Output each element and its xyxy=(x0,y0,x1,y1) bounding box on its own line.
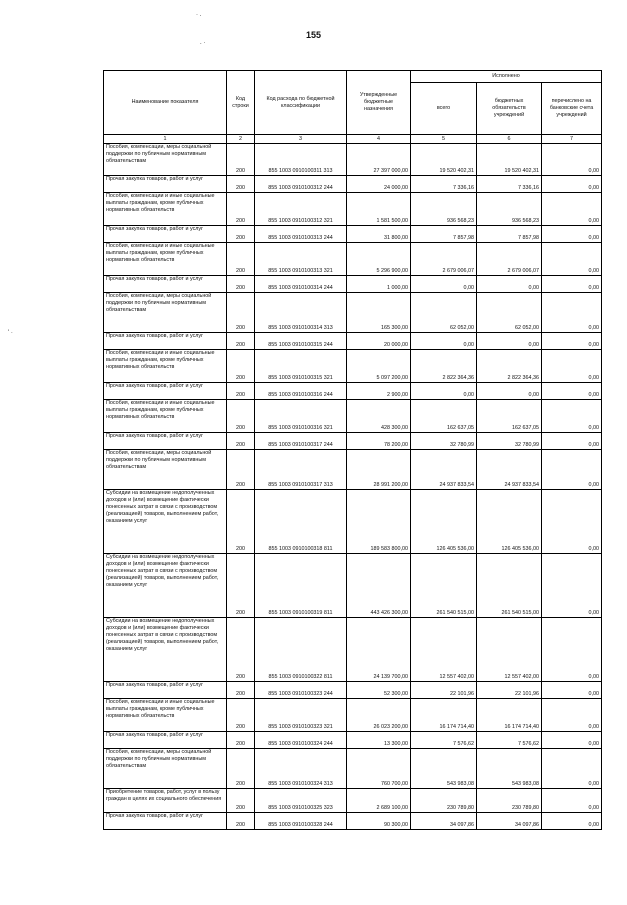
row-name: Прочая закупка товаров, работ и услуг xyxy=(104,226,227,243)
row-executed-total: 19 520 402,31 xyxy=(411,144,477,176)
row-name: Прочая закупка товаров, работ и услуг xyxy=(104,333,227,350)
row-executed-total: 0,00 xyxy=(411,276,477,293)
row-executed-budget: 936 568,23 xyxy=(477,193,542,226)
row-executed-total: 126 405 536,00 xyxy=(411,490,477,554)
table-row xyxy=(104,749,602,789)
row-executed-budget: 2 822 364,36 xyxy=(477,350,542,383)
row-budget-code: 855 1003 0910100311 313 xyxy=(255,144,347,176)
row-executed-budget: 16 174 714,40 xyxy=(477,699,542,732)
row-name: Субсидии на возмещение недополученных доходов и (или) возмещение фактически понесенных затрат в связи с производством (реализацией) товаров, выполнением работ, оказанием услуг xyxy=(104,618,227,682)
row-executed-total: 230 789,80 xyxy=(411,789,477,813)
table-row xyxy=(104,383,602,400)
row-budget-code: 855 1003 0910100324 244 xyxy=(255,732,347,749)
row-approved: 27 397 000,00 xyxy=(347,144,411,176)
row-approved: 443 426 300,00 xyxy=(347,554,411,618)
row-line-code: 200 xyxy=(227,749,255,789)
row-executed-bank: 0,00 xyxy=(542,450,602,490)
row-executed-budget: 162 637,05 xyxy=(477,400,542,433)
row-executed-budget: 62 052,00 xyxy=(477,293,542,333)
column-number: 1 xyxy=(104,135,227,144)
row-executed-bank: 0,00 xyxy=(542,490,602,554)
row-budget-code: 855 1003 0910100322 811 xyxy=(255,618,347,682)
row-line-code: 200 xyxy=(227,732,255,749)
row-executed-bank: 0,00 xyxy=(542,144,602,176)
scan-speck: ' · xyxy=(8,330,13,336)
row-name: Прочая закупка товаров, работ и услуг xyxy=(104,433,227,450)
row-executed-bank: 0,00 xyxy=(542,400,602,433)
column-number: 6 xyxy=(477,135,542,144)
scan-speck: · . xyxy=(196,12,202,18)
row-executed-total: 936 568,23 xyxy=(411,193,477,226)
row-executed-total: 12 557 402,00 xyxy=(411,618,477,682)
row-name: Пособия, компенсации и иные социальные выплаты гражданам, кроме публичных нормативных обязательств xyxy=(104,400,227,433)
row-approved: 90 300,00 xyxy=(347,813,411,830)
table-row xyxy=(104,226,602,243)
row-name: Пособия, компенсации и иные социальные выплаты гражданам, кроме публичных нормативных обязательств xyxy=(104,243,227,276)
column-number: 7 xyxy=(542,135,602,144)
row-executed-total: 2 679 006,07 xyxy=(411,243,477,276)
row-name: Прочая закупка товаров, работ и услуг xyxy=(104,276,227,293)
row-name: Пособия, компенсации и иные социальные выплаты гражданам, кроме публичных нормативных обязательств xyxy=(104,350,227,383)
row-approved: 1 581 500,00 xyxy=(347,193,411,226)
row-name: Прочая закупка товаров, работ и услуг xyxy=(104,383,227,400)
row-executed-bank: 0,00 xyxy=(542,749,602,789)
row-name: Пособия, компенсации, меры социальной поддержки по публичным нормативным обязательствам xyxy=(104,144,227,176)
row-name: Субсидии на возмещение недополученных доходов и (или) возмещение фактически понесенных затрат в связи с производством (реализацией) товаров, выполнением работ, оказанием услуг xyxy=(104,554,227,618)
row-executed-bank: 0,00 xyxy=(542,383,602,400)
row-executed-bank: 0,00 xyxy=(542,276,602,293)
row-executed-bank: 0,00 xyxy=(542,682,602,699)
row-name: Прочая закупка товаров, работ и услуг xyxy=(104,682,227,699)
table-row xyxy=(104,699,602,732)
row-executed-bank: 0,00 xyxy=(542,333,602,350)
column-number: 2 xyxy=(227,135,255,144)
row-budget-code: 855 1003 0910100324 313 xyxy=(255,749,347,789)
row-executed-total: 32 780,99 xyxy=(411,433,477,450)
row-budget-code: 855 1003 0910100317 313 xyxy=(255,450,347,490)
row-budget-code: 855 1003 0910100312 244 xyxy=(255,176,347,193)
table-row xyxy=(104,433,602,450)
row-executed-budget: 24 937 833,54 xyxy=(477,450,542,490)
row-executed-total: 261 540 515,00 xyxy=(411,554,477,618)
header-row-top xyxy=(104,71,602,83)
table-row xyxy=(104,293,602,333)
table-row xyxy=(104,732,602,749)
row-budget-code: 855 1003 0910100319 811 xyxy=(255,554,347,618)
header-name: Наименование показателя xyxy=(104,71,227,135)
row-executed-budget: 12 557 402,00 xyxy=(477,618,542,682)
row-name: Прочая закупка товаров, работ и услуг xyxy=(104,176,227,193)
table-row xyxy=(104,350,602,383)
row-approved: 760 700,00 xyxy=(347,749,411,789)
header-executed: Исполнено xyxy=(411,71,602,83)
column-number: 5 xyxy=(411,135,477,144)
row-approved: 24 139 700,00 xyxy=(347,618,411,682)
table-row xyxy=(104,176,602,193)
row-executed-total: 0,00 xyxy=(411,383,477,400)
row-name: Пособия, компенсации, меры социальной поддержки по публичным нормативным обязательствам xyxy=(104,450,227,490)
header-budget-institutions: бюджетных обязательств учреждений xyxy=(477,83,542,135)
row-executed-bank: 0,00 xyxy=(542,350,602,383)
row-approved: 5 097 200,00 xyxy=(347,350,411,383)
row-executed-total: 7 336,16 xyxy=(411,176,477,193)
row-name: Пособия, компенсации и иные социальные выплаты гражданам, кроме публичных нормативных обязательств xyxy=(104,193,227,226)
row-approved: 189 583 800,00 xyxy=(347,490,411,554)
table-row xyxy=(104,333,602,350)
row-approved: 428 300,00 xyxy=(347,400,411,433)
table-row xyxy=(104,490,602,554)
row-executed-bank: 0,00 xyxy=(542,226,602,243)
budget-execution-table xyxy=(103,70,602,830)
row-executed-total: 162 637,05 xyxy=(411,400,477,433)
table-row xyxy=(104,144,602,176)
row-budget-code: 855 1003 0910100325 323 xyxy=(255,789,347,813)
row-name: Пособия, компенсации, меры социальной поддержки по публичным нормативным обязательствам xyxy=(104,749,227,789)
row-executed-budget: 19 520 402,31 xyxy=(477,144,542,176)
column-number: 3 xyxy=(255,135,347,144)
row-executed-total: 543 983,08 xyxy=(411,749,477,789)
row-executed-total: 16 174 714,40 xyxy=(411,699,477,732)
table-row xyxy=(104,276,602,293)
row-approved: 5 296 900,00 xyxy=(347,243,411,276)
header-total: всего xyxy=(411,83,477,135)
row-line-code: 200 xyxy=(227,618,255,682)
table-row xyxy=(104,813,602,830)
row-line-code: 200 xyxy=(227,350,255,383)
row-executed-budget: 543 983,08 xyxy=(477,749,542,789)
row-executed-bank: 0,00 xyxy=(542,193,602,226)
row-approved: 1 000,00 xyxy=(347,276,411,293)
row-approved: 28 991 200,00 xyxy=(347,450,411,490)
table-row xyxy=(104,450,602,490)
row-name: Приобретение товаров, работ, услуг в пользу граждан в целях их социального обеспечения xyxy=(104,789,227,813)
row-approved: 13 300,00 xyxy=(347,732,411,749)
header-bank-accounts: перечислено на банковские счета учреждений xyxy=(542,83,602,135)
row-executed-total: 0,00 xyxy=(411,333,477,350)
table-row xyxy=(104,243,602,276)
row-name: Субсидии на возмещение недополученных доходов и (или) возмещение фактически понесенных затрат в связи с производством (реализацией) товаров, выполнением работ, оказанием услуг xyxy=(104,490,227,554)
row-executed-budget: 2 679 006,07 xyxy=(477,243,542,276)
row-line-code: 200 xyxy=(227,789,255,813)
row-approved: 26 023 200,00 xyxy=(347,699,411,732)
row-approved: 52 300,00 xyxy=(347,682,411,699)
row-budget-code: 855 1003 0910100315 244 xyxy=(255,333,347,350)
row-line-code: 200 xyxy=(227,176,255,193)
row-line-code: 200 xyxy=(227,433,255,450)
row-executed-total: 34 097,86 xyxy=(411,813,477,830)
table-row xyxy=(104,554,602,618)
row-executed-budget: 261 540 515,00 xyxy=(477,554,542,618)
row-line-code: 200 xyxy=(227,699,255,732)
row-line-code: 200 xyxy=(227,144,255,176)
row-name: Прочая закупка товаров, работ и услуг xyxy=(104,813,227,830)
row-executed-total: 62 052,00 xyxy=(411,293,477,333)
row-budget-code: 855 1003 0910100318 811 xyxy=(255,490,347,554)
row-line-code: 200 xyxy=(227,243,255,276)
row-budget-code: 855 1003 0910100317 244 xyxy=(255,433,347,450)
row-line-code: 200 xyxy=(227,226,255,243)
row-budget-code: 855 1003 0910100328 244 xyxy=(255,813,347,830)
row-executed-bank: 0,00 xyxy=(542,789,602,813)
row-line-code: 200 xyxy=(227,813,255,830)
row-approved: 24 000,00 xyxy=(347,176,411,193)
column-number: 4 xyxy=(347,135,411,144)
row-line-code: 200 xyxy=(227,400,255,433)
row-executed-budget: 7 576,62 xyxy=(477,732,542,749)
row-budget-code: 855 1003 0910100315 321 xyxy=(255,350,347,383)
row-budget-code: 855 1003 0910100313 244 xyxy=(255,226,347,243)
row-executed-budget: 126 405 536,00 xyxy=(477,490,542,554)
row-line-code: 200 xyxy=(227,383,255,400)
table-row xyxy=(104,618,602,682)
row-line-code: 200 xyxy=(227,490,255,554)
column-number-row xyxy=(104,135,602,144)
row-executed-total: 2 822 364,36 xyxy=(411,350,477,383)
row-budget-code: 855 1003 0910100312 321 xyxy=(255,193,347,226)
row-approved: 2 900,00 xyxy=(347,383,411,400)
row-budget-code: 855 1003 0910100323 321 xyxy=(255,699,347,732)
row-executed-total: 7 857,98 xyxy=(411,226,477,243)
row-executed-total: 7 576,62 xyxy=(411,732,477,749)
row-budget-code: 855 1003 0910100314 244 xyxy=(255,276,347,293)
row-name: Прочая закупка товаров, работ и услуг xyxy=(104,732,227,749)
header-budget-code: Код расхода по бюджетной классификации xyxy=(255,71,347,135)
row-approved: 78 200,00 xyxy=(347,433,411,450)
row-line-code: 200 xyxy=(227,682,255,699)
row-name: Пособия, компенсации и иные социальные выплаты гражданам, кроме публичных нормативных обязательств xyxy=(104,699,227,732)
row-executed-bank: 0,00 xyxy=(542,554,602,618)
row-executed-budget: 34 097,86 xyxy=(477,813,542,830)
row-executed-bank: 0,00 xyxy=(542,699,602,732)
table-row xyxy=(104,193,602,226)
page-number: 155 xyxy=(305,30,322,40)
row-line-code: 200 xyxy=(227,554,255,618)
row-executed-bank: 0,00 xyxy=(542,618,602,682)
table-body xyxy=(104,144,602,830)
row-executed-budget: 32 780,99 xyxy=(477,433,542,450)
row-line-code: 200 xyxy=(227,193,255,226)
table-row xyxy=(104,400,602,433)
row-budget-code: 855 1003 0910100313 321 xyxy=(255,243,347,276)
row-line-code: 200 xyxy=(227,293,255,333)
table-row xyxy=(104,789,602,813)
table-row xyxy=(104,682,602,699)
row-budget-code: 855 1003 0910100316 244 xyxy=(255,383,347,400)
header-approved: Утвержденные бюджетные назначения xyxy=(347,71,411,135)
row-approved: 31 800,00 xyxy=(347,226,411,243)
row-executed-budget: 7 857,98 xyxy=(477,226,542,243)
row-line-code: 200 xyxy=(227,276,255,293)
row-name: Пособия, компенсации, меры социальной поддержки по публичным нормативным обязательствам xyxy=(104,293,227,333)
row-approved: 165 300,00 xyxy=(347,293,411,333)
row-budget-code: 855 1003 0910100323 244 xyxy=(255,682,347,699)
row-budget-code: 855 1003 0910100316 321 xyxy=(255,400,347,433)
row-executed-budget: 0,00 xyxy=(477,276,542,293)
row-executed-bank: 0,00 xyxy=(542,176,602,193)
scan-speck: . · xyxy=(200,40,206,46)
row-executed-bank: 0,00 xyxy=(542,293,602,333)
row-approved: 2 689 100,00 xyxy=(347,789,411,813)
row-approved: 20 000,00 xyxy=(347,333,411,350)
row-line-code: 200 xyxy=(227,450,255,490)
row-executed-budget: 230 789,80 xyxy=(477,789,542,813)
row-budget-code: 855 1003 0910100314 313 xyxy=(255,293,347,333)
row-executed-budget: 0,00 xyxy=(477,383,542,400)
row-executed-total: 22 101,96 xyxy=(411,682,477,699)
row-executed-total: 24 937 833,54 xyxy=(411,450,477,490)
header-line-code: Код строки xyxy=(227,71,255,135)
row-executed-budget: 7 336,16 xyxy=(477,176,542,193)
row-executed-bank: 0,00 xyxy=(542,813,602,830)
row-line-code: 200 xyxy=(227,333,255,350)
row-executed-bank: 0,00 xyxy=(542,433,602,450)
row-executed-bank: 0,00 xyxy=(542,732,602,749)
row-executed-budget: 0,00 xyxy=(477,333,542,350)
row-executed-bank: 0,00 xyxy=(542,243,602,276)
row-executed-budget: 22 101,96 xyxy=(477,682,542,699)
